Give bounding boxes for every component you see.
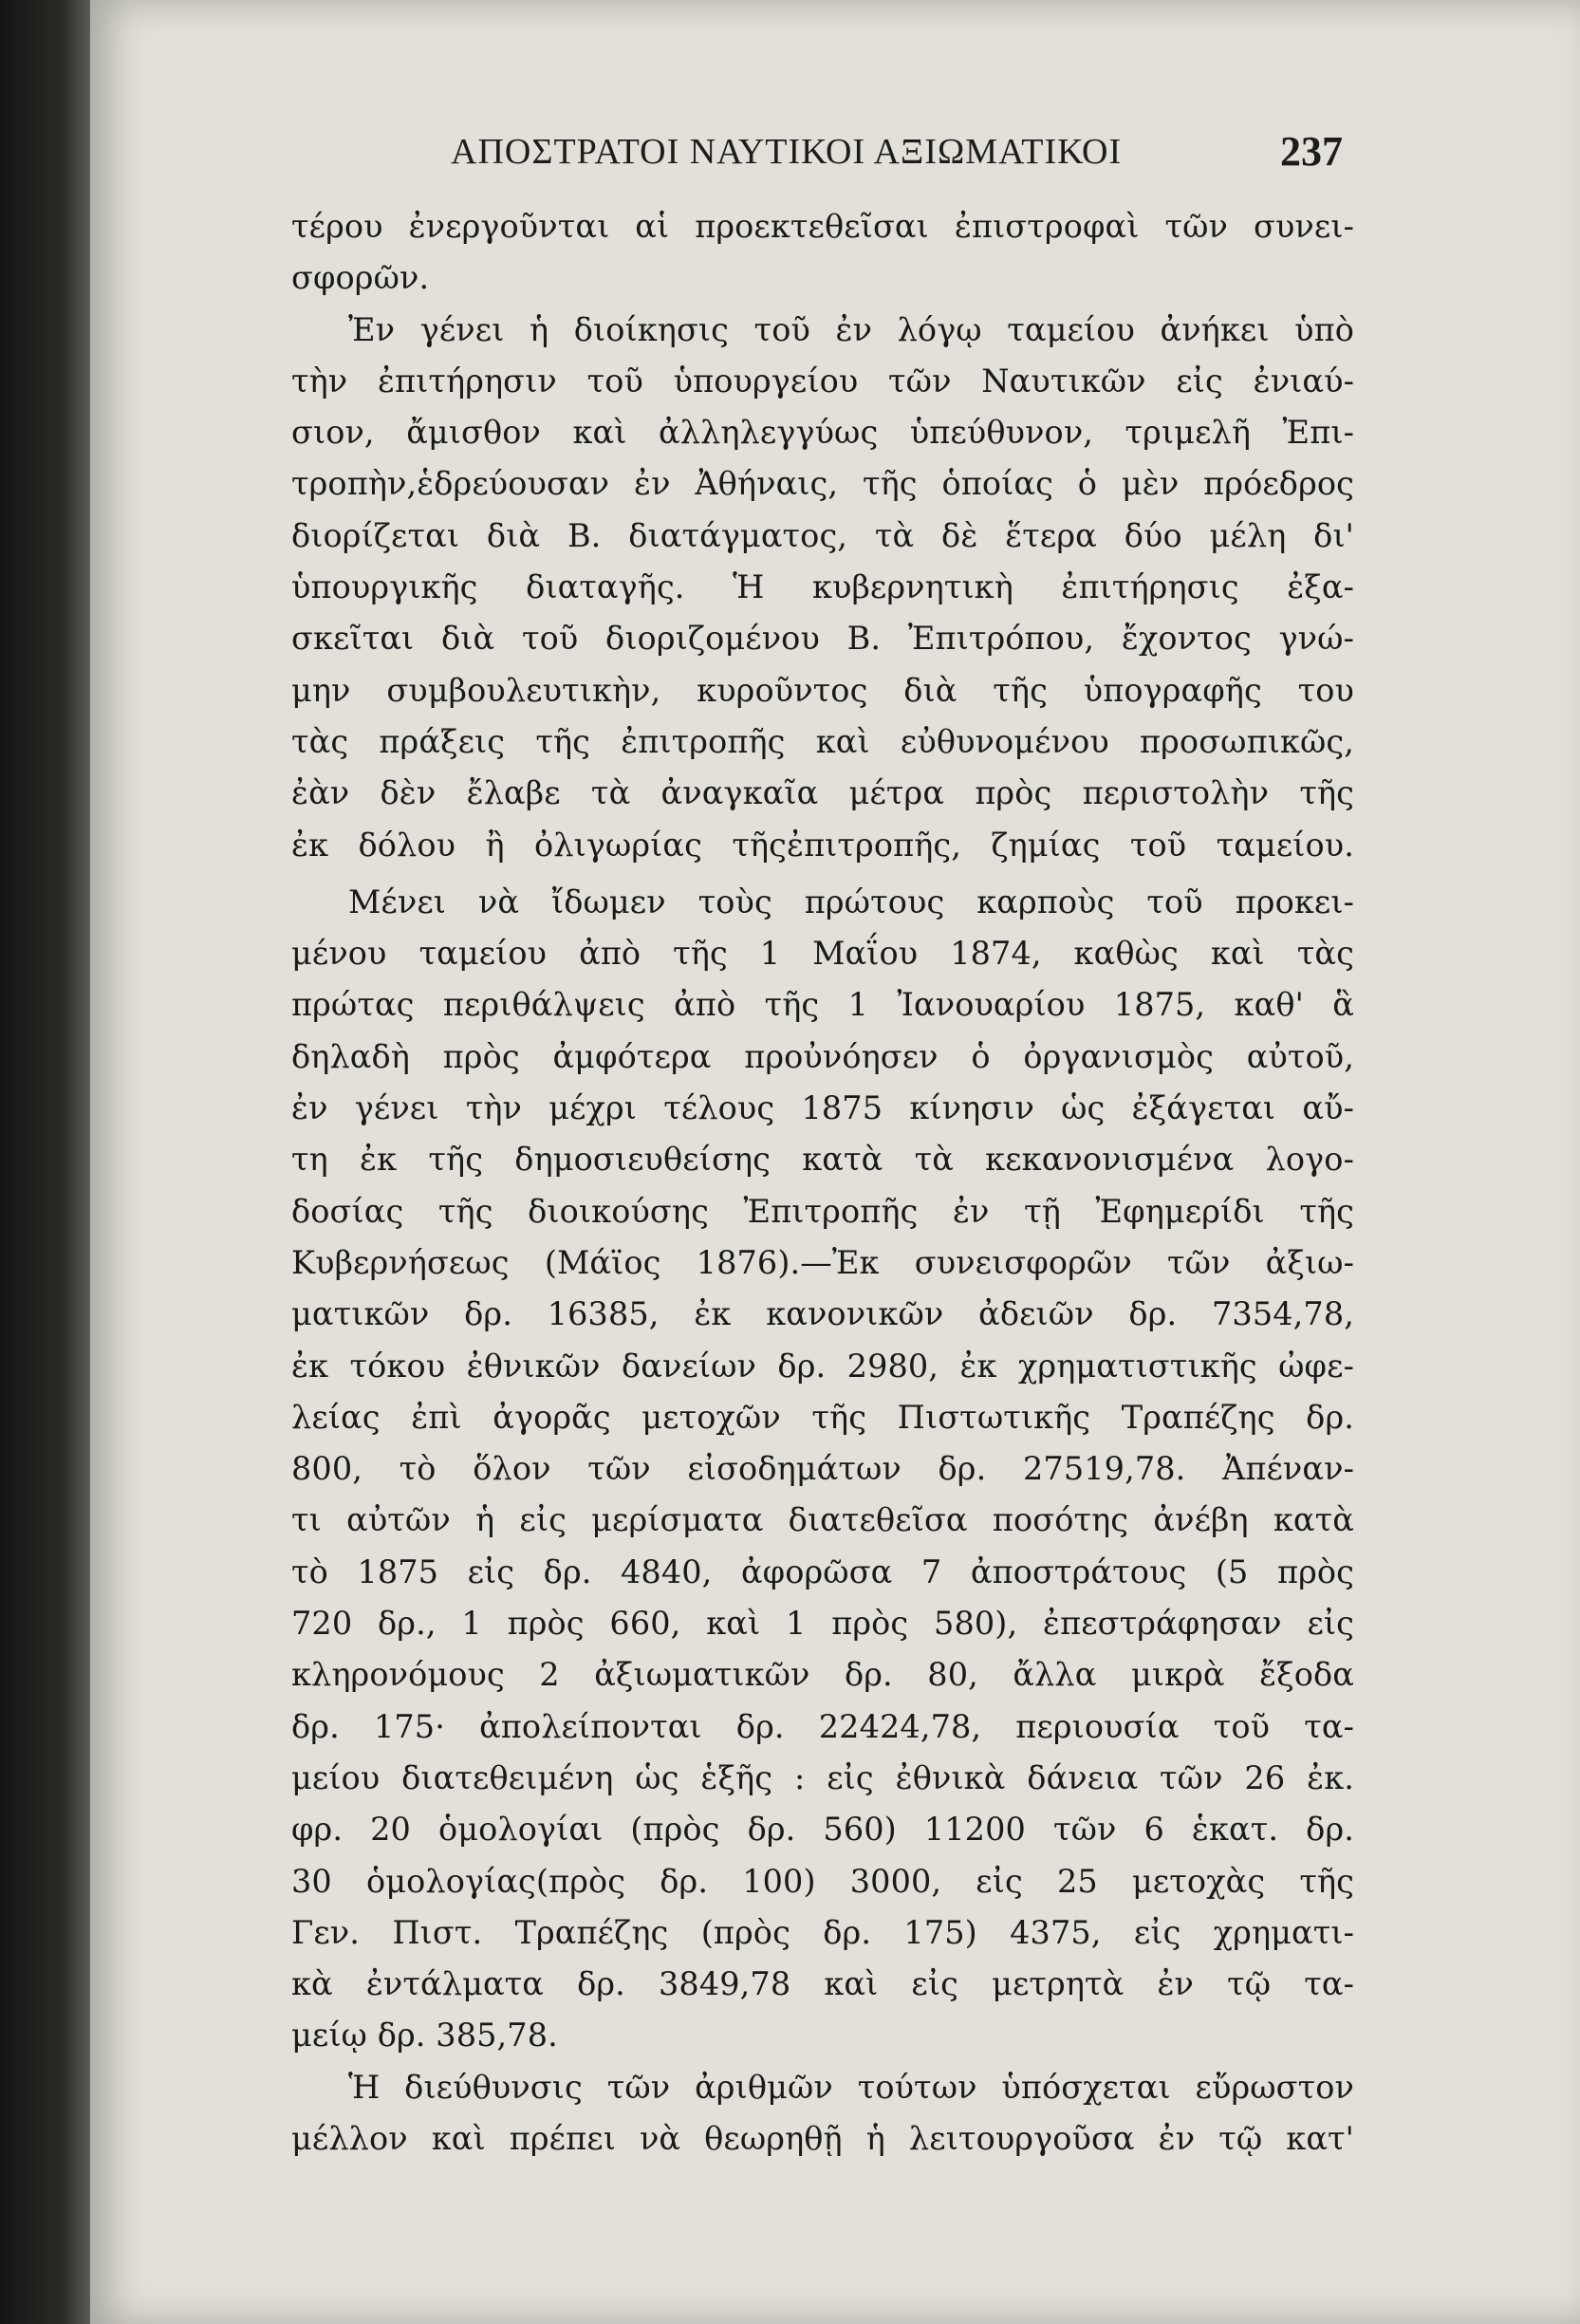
text-line: 30 ὁμολογίας(πρὸς δρ. 100) 3000, εἰς 25 μετοχὰς τῆς: [291, 1862, 1354, 1900]
text-line: μείου διατεθειμένη ὡς ἑξῆς : εἰς ἐθνικὰ δάνεια τῶν 26 ἐκ.: [291, 1758, 1354, 1796]
book-page: [90, 0, 1580, 2324]
text-line: 800, τὸ ὅλον τῶν εἰσοδημάτων δρ. 27519,78. Ἀπέναν-: [291, 1450, 1354, 1488]
text-line: τη ἐκ τῆς δημοσιευθείσης κατὰ τὰ κεκανονισμένα λογο-: [291, 1141, 1354, 1179]
text-line: ἐν γένει τὴν μέχρι τέλους 1875 κίνησιν ὡς ἐξάγεται αὔ-: [291, 1089, 1354, 1127]
text-line: ἐὰν δὲν ἔλαβε τὰ ἀναγκαῖα μέτρα πρὸς περιστολὴν τῆς: [291, 774, 1354, 812]
body-text: [291, 201, 1354, 2165]
text-line: κὰ ἐντάλματα δρ. 3849,78 καὶ εἰς μετρητὰ ἐν τῷ τα-: [291, 1965, 1354, 2003]
text-line: τὴν ἐπιτήρησιν τοῦ ὑπουργείου τῶν Ναυτικῶν εἰς ἐνιαύ-: [291, 362, 1354, 400]
text-line: μέλλον καὶ πρέπει νὰ θεωρηθῇ ἡ λειτουργοῦσα ἐν τῷ κατ': [291, 2119, 1354, 2157]
book-gutter-shadow: [0, 0, 90, 2324]
text-line: ὑπουργικῆς διαταγῆς. Ἡ κυβερνητικὴ ἐπιτήρησις ἐξα-: [291, 568, 1354, 606]
page-number: 237: [1280, 128, 1343, 175]
text-line: Μένει νὰ ἴδωμεν τοὺς πρώτους καρποὺς τοῦ προκει-: [348, 883, 1354, 920]
text-line: φρ. 20 ὁμολογίαι (πρὸς δρ. 560) 11200 τῶν 6 ἑκατ. δρ.: [291, 1811, 1354, 1849]
text-line: τέρου ἐνεργοῦνται αἱ προεκτεθεῖσαι ἐπιστροφαὶ τῶν συνει-: [291, 208, 1354, 245]
text-line: μένου ταμείου ἀπὸ τῆς 1 Μαΐου 1874, καθὼς καὶ τὰς: [291, 935, 1354, 973]
text-line: κληρονόμους 2 ἀξιωματικῶν δρ. 80, ἄλλα μικρὰ ἔξοδα: [291, 1656, 1354, 1694]
text-line: διορίζεται διὰ Β. διατάγματος, τὰ δὲ ἕτερα δύο μέλη δι': [291, 516, 1354, 554]
text-line: μείῳ δρ. 385,78.: [291, 2017, 558, 2054]
page-header: [451, 128, 1343, 188]
text-line: Ἡ διεύθυνσις τῶν ἀριθμῶν τούτων ὑπόσχεται εὔρωστον: [348, 2068, 1354, 2106]
text-line: σκεῖται διὰ τοῦ διοριζομένου Β. Ἐπιτρόπου, ἔχοντος γνώ-: [291, 620, 1354, 658]
text-line: ἐκ δόλου ἢ ὀλιγωρίας τῆςἐπιτροπῆς, ζημίας τοῦ ταμείου.: [291, 826, 1354, 864]
text-line: δοσίας τῆς διοικούσης Ἐπιτροπῆς ἐν τῇ Ἐφημερίδι τῆς: [291, 1192, 1354, 1230]
text-line: πρώτας περιθάλψεις ἀπὸ τῆς 1 Ἰανουαρίου 1875, καθ' ἃ: [291, 986, 1354, 1024]
text-line: μην συμβουλευτικὴν, κυροῦντος διὰ τῆς ὑπογραφῆς του: [291, 671, 1354, 709]
text-line: σφορῶν.: [291, 259, 430, 297]
text-line: δρ. 175· ἀπολείπονται δρ. 22424,78, περιουσία τοῦ τα-: [291, 1707, 1354, 1745]
running-title: ΑΠΟΣΤΡΑΤΟΙ ΝΑΥΤΙΚΟΙ ΑΞΙΩΜΑΤΙΚΟΙ: [451, 132, 1123, 172]
text-line: σιον, ἄμισθον καὶ ἀλληλεγγύως ὑπεύθυνον, τριμελῆ Ἐπι-: [291, 414, 1354, 452]
text-line: Ἐν γένει ἡ διοίκησις τοῦ ἐν λόγῳ ταμείου ἀνήκει ὑπὸ: [348, 310, 1354, 348]
text-line: δηλαδὴ πρὸς ἀμφότερα προὐνόησεν ὁ ὀργανισμὸς αὐτοῦ,: [291, 1037, 1354, 1075]
text-line: λείας ἐπὶ ἀγορᾶς μετοχῶν τῆς Πιστωτικῆς Τραπέζης δρ.: [291, 1398, 1354, 1436]
text-line: 720 δρ., 1 πρὸς 660, καὶ 1 πρὸς 580), ἐπεστράφησαν εἰς: [291, 1605, 1354, 1643]
text-line: Κυβερνήσεως (Μάϊος 1876).—Ἐκ συνεισφορῶν τῶν ἀξιω-: [291, 1243, 1354, 1281]
text-line: τὰς πράξεις τῆς ἐπιτροπῆς καὶ εὐθυνομένου προσωπικῶς,: [291, 722, 1354, 760]
text-line: ματικῶν δρ. 16385, ἐκ κανονικῶν ἀδειῶν δρ. 7354,78,: [291, 1295, 1354, 1333]
text-line: τὸ 1875 εἰς δρ. 4840, ἀφορῶσα 7 ἀποστράτους (5 πρὸς: [291, 1552, 1354, 1590]
text-line: τι αὐτῶν ἡ εἰς μερίσματα διατεθεῖσα ποσότης ἀνέβη κατὰ: [291, 1501, 1354, 1539]
text-line: ἐκ τόκου ἐθνικῶν δανείων δρ. 2980, ἐκ χρηματιστικῆς ὠφε-: [291, 1347, 1354, 1385]
text-line: τροπὴν,ἑδρεύουσαν ἐν Ἀθήναις, τῆς ὁποίας ὁ μὲν πρόεδρος: [291, 465, 1354, 503]
text-line: Γεν. Πιστ. Τραπέζης (πρὸς δρ. 175) 4375, εἰς χρηματι-: [291, 1913, 1354, 1951]
